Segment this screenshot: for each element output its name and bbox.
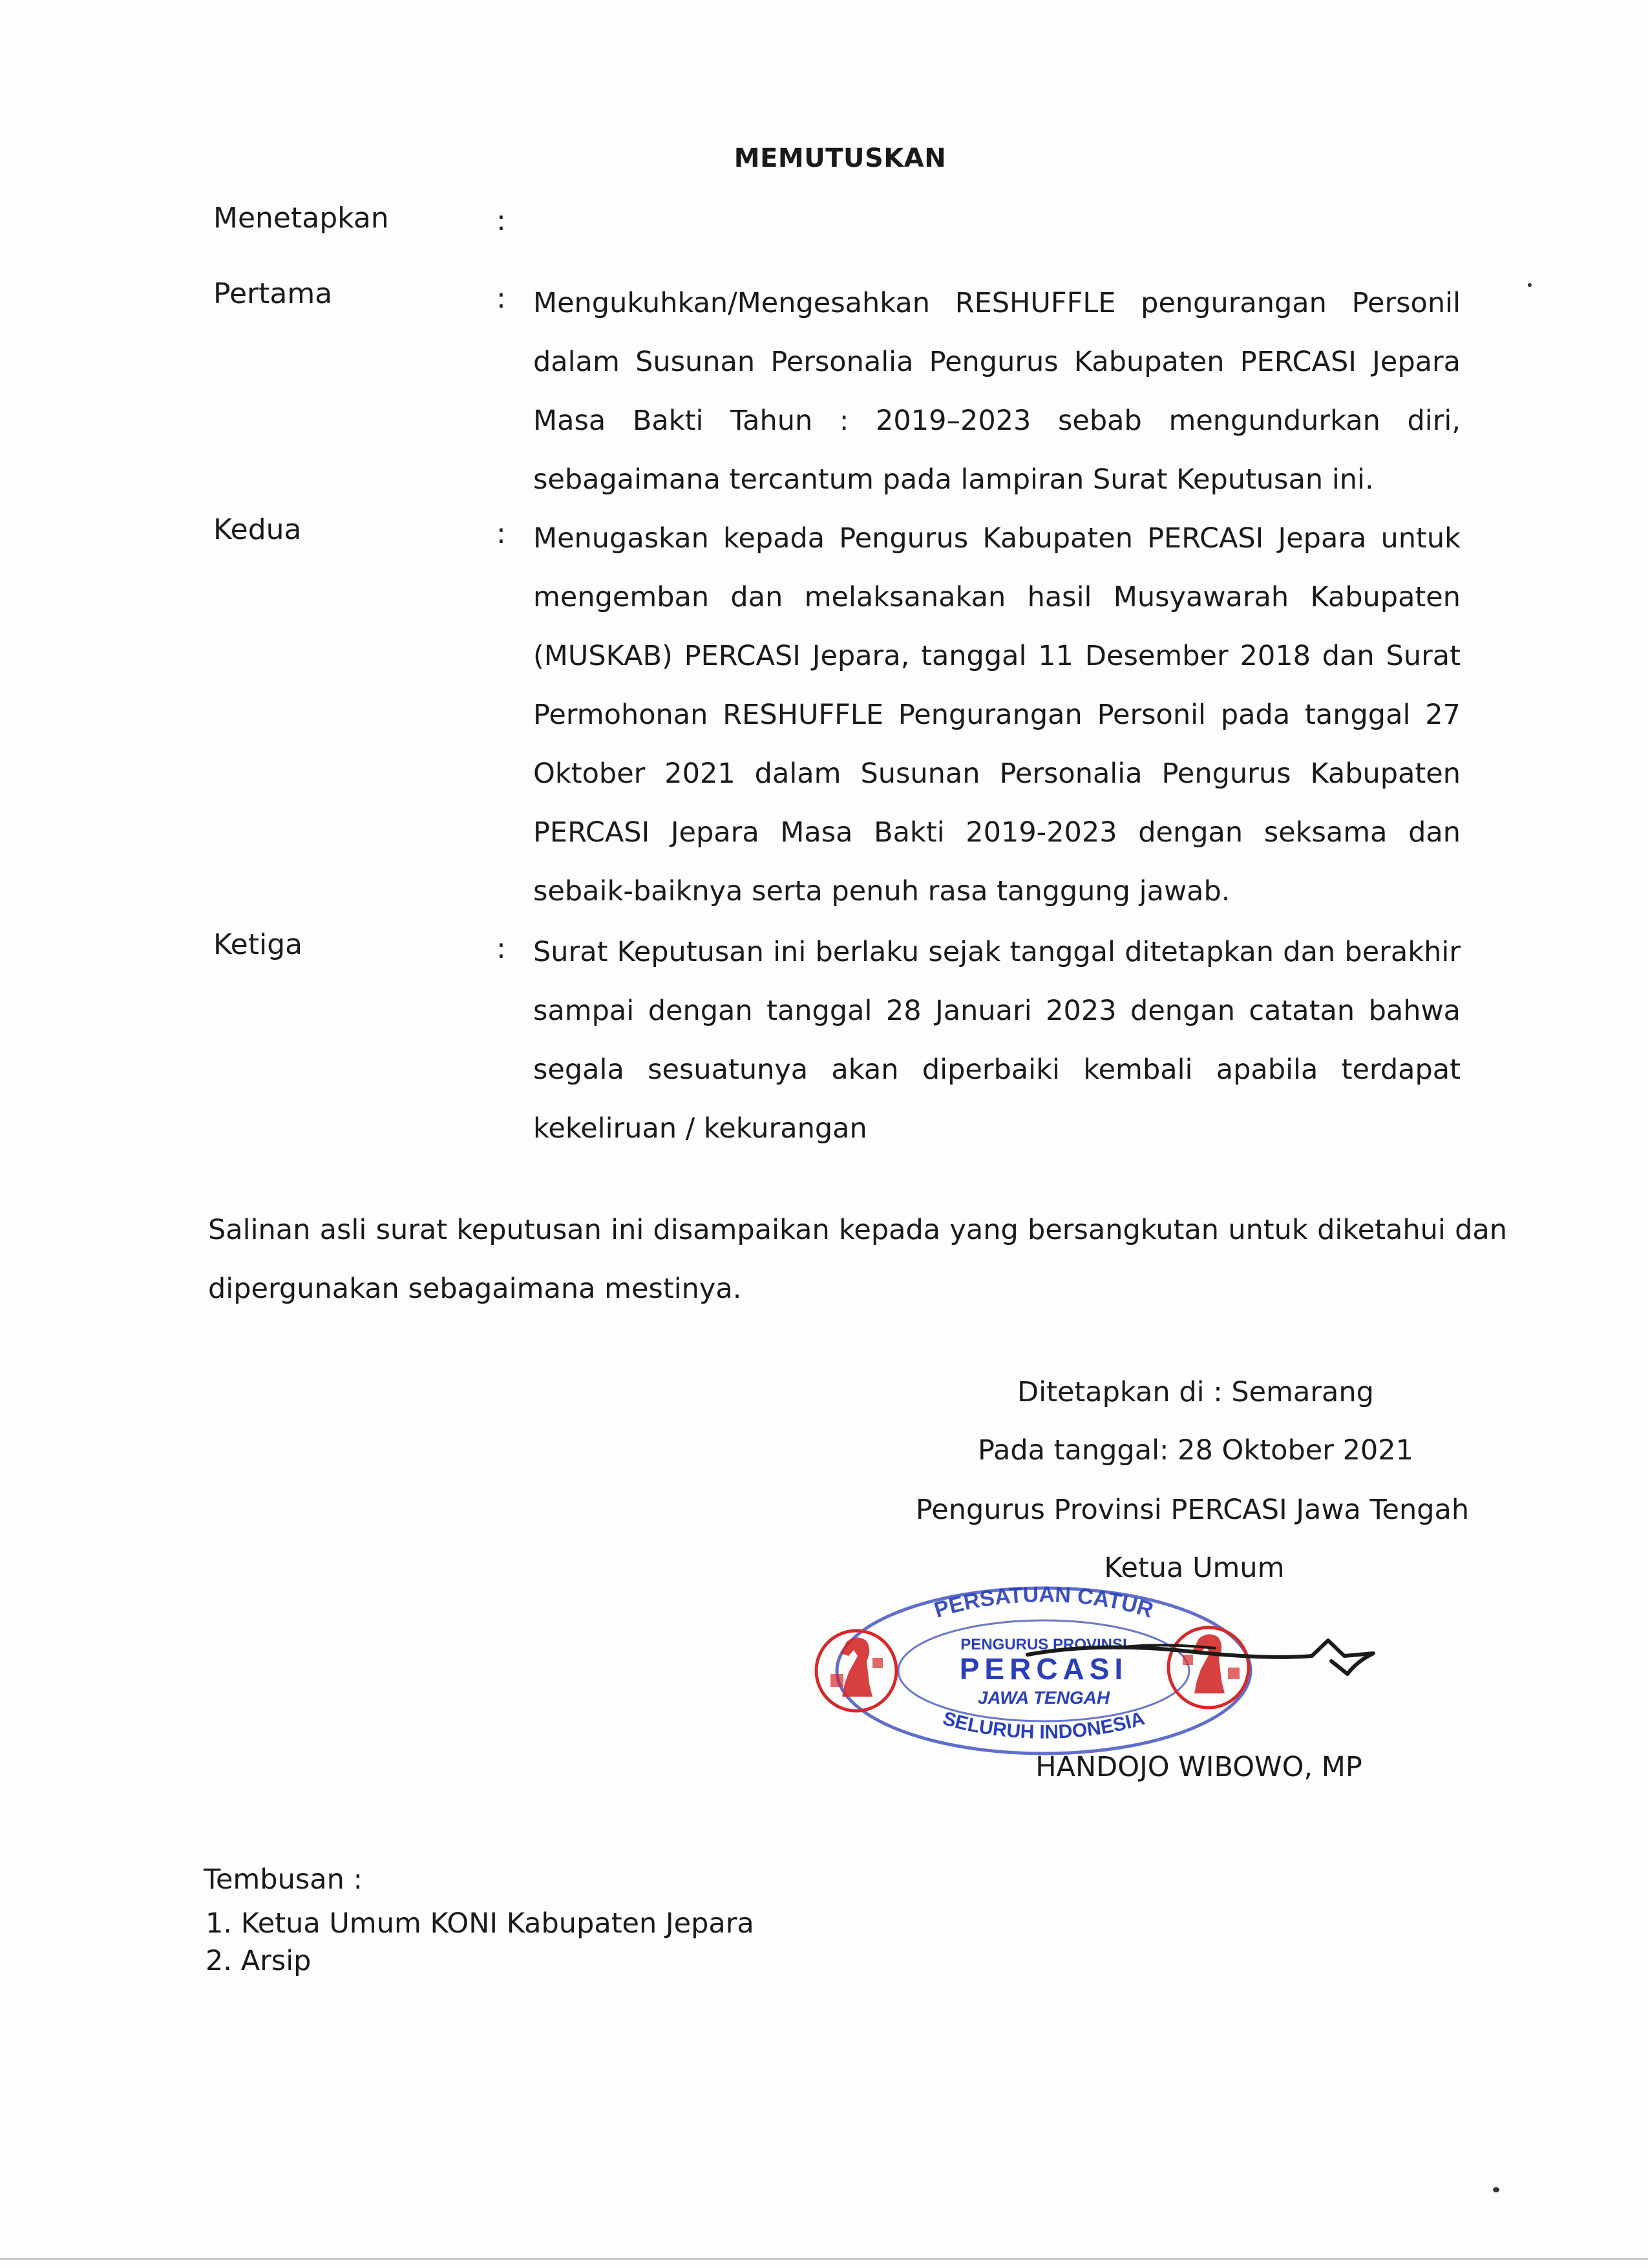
signature-organization: Pengurus Provinsi PERCASI Jawa Tengah bbox=[915, 1494, 1470, 1526]
section-text-ketiga: Surat Keputusan ini berlaku sejak tanggal ditetapkan dan berakhir sampai dengan tanggal 28 Januari 2023 dengan catatan bahwa segala sesuatunya akan diperbaiki kembali apabila terdapat kekeliruan / kekurangan bbox=[533, 936, 1461, 1145]
signature-place: Ditetapkan di : Semarang bbox=[1017, 1376, 1374, 1408]
stamp-top-text: PERSATUAN CATUR bbox=[931, 1582, 1156, 1623]
tembusan-item-1: 1. Ketua Umum KONI Kabupaten Jepara bbox=[206, 1907, 754, 1940]
stamp-bottom-text: SELURUH INDONESIA bbox=[940, 1708, 1147, 1743]
stamp-line1: PENGURUS PROVINSI bbox=[960, 1636, 1127, 1653]
signature-position: Ketua Umum bbox=[1104, 1552, 1285, 1584]
section-text-kedua: Menugaskan kepada Pengurus Kabupaten PERCASI Jepara untuk mengemban dan melaksanakan hasil Musyawarah Kabupaten (MUSKAB) PERCASI Jepara, tanggal 11 Desember 2018 dan Surat Permohonan RESHUFFLE Pengurangan Personil pada tanggal 27 Oktober 2021 dalam Susunan Personalia Pengurus Kabupaten PERCASI Jepara Masa Bakti 2019-2023 dengan seksama dan sebaik-baiknya serta penuh rasa tanggung jawab. bbox=[533, 522, 1461, 907]
section-label-kedua: Kedua bbox=[213, 513, 302, 546]
tembusan-item-2: 2. Arsip bbox=[206, 1945, 312, 1977]
section-label-ketiga: Ketiga bbox=[213, 928, 303, 961]
stamp-line2: PERCASI bbox=[959, 1652, 1128, 1686]
scan-edge-line bbox=[0, 2258, 1648, 2260]
section-label-menetapkan: Menetapkan bbox=[213, 202, 389, 235]
tembusan-heading: Tembusan : bbox=[204, 1863, 363, 1896]
section-colon-menetapkan: : bbox=[496, 204, 506, 237]
decision-heading: MEMUTUSKAN bbox=[734, 143, 947, 173]
section-label-pertama: Pertama bbox=[213, 277, 333, 310]
section-text-pertama: Mengukuhkan/Mengesahkan RESHUFFLE pengurangan Personil dalam Susunan Personalia Pengurus Kabupaten PERCASI Jepara Masa Bakti Tahun : 2019–2023 sebab mengundurkan diri, sebagaimana tercantum pada lampiran Surat Keputusan ini. bbox=[533, 287, 1461, 496]
stamp-left-chess-logo bbox=[816, 1631, 896, 1711]
scan-speck bbox=[1528, 283, 1532, 287]
section-colon-pertama: : bbox=[496, 282, 506, 315]
closing-paragraph: Salinan asli surat keputusan ini disampaikan kepada yang bersangkutan untuk diketahui dan dipergunakan sebagaimana mestinya. bbox=[208, 1214, 1507, 1305]
section-colon-kedua: : bbox=[496, 517, 506, 550]
scan-speck bbox=[1493, 2187, 1499, 2192]
signatory-name: HANDOJO WIBOWO, MP bbox=[1035, 1751, 1362, 1783]
stamp-line3: JAWA TENGAH bbox=[977, 1688, 1110, 1708]
signature-date: Pada tanggal: 28 Oktober 2021 bbox=[978, 1434, 1413, 1467]
handwritten-signature bbox=[1021, 1616, 1383, 1693]
section-colon-ketiga: : bbox=[496, 932, 506, 965]
